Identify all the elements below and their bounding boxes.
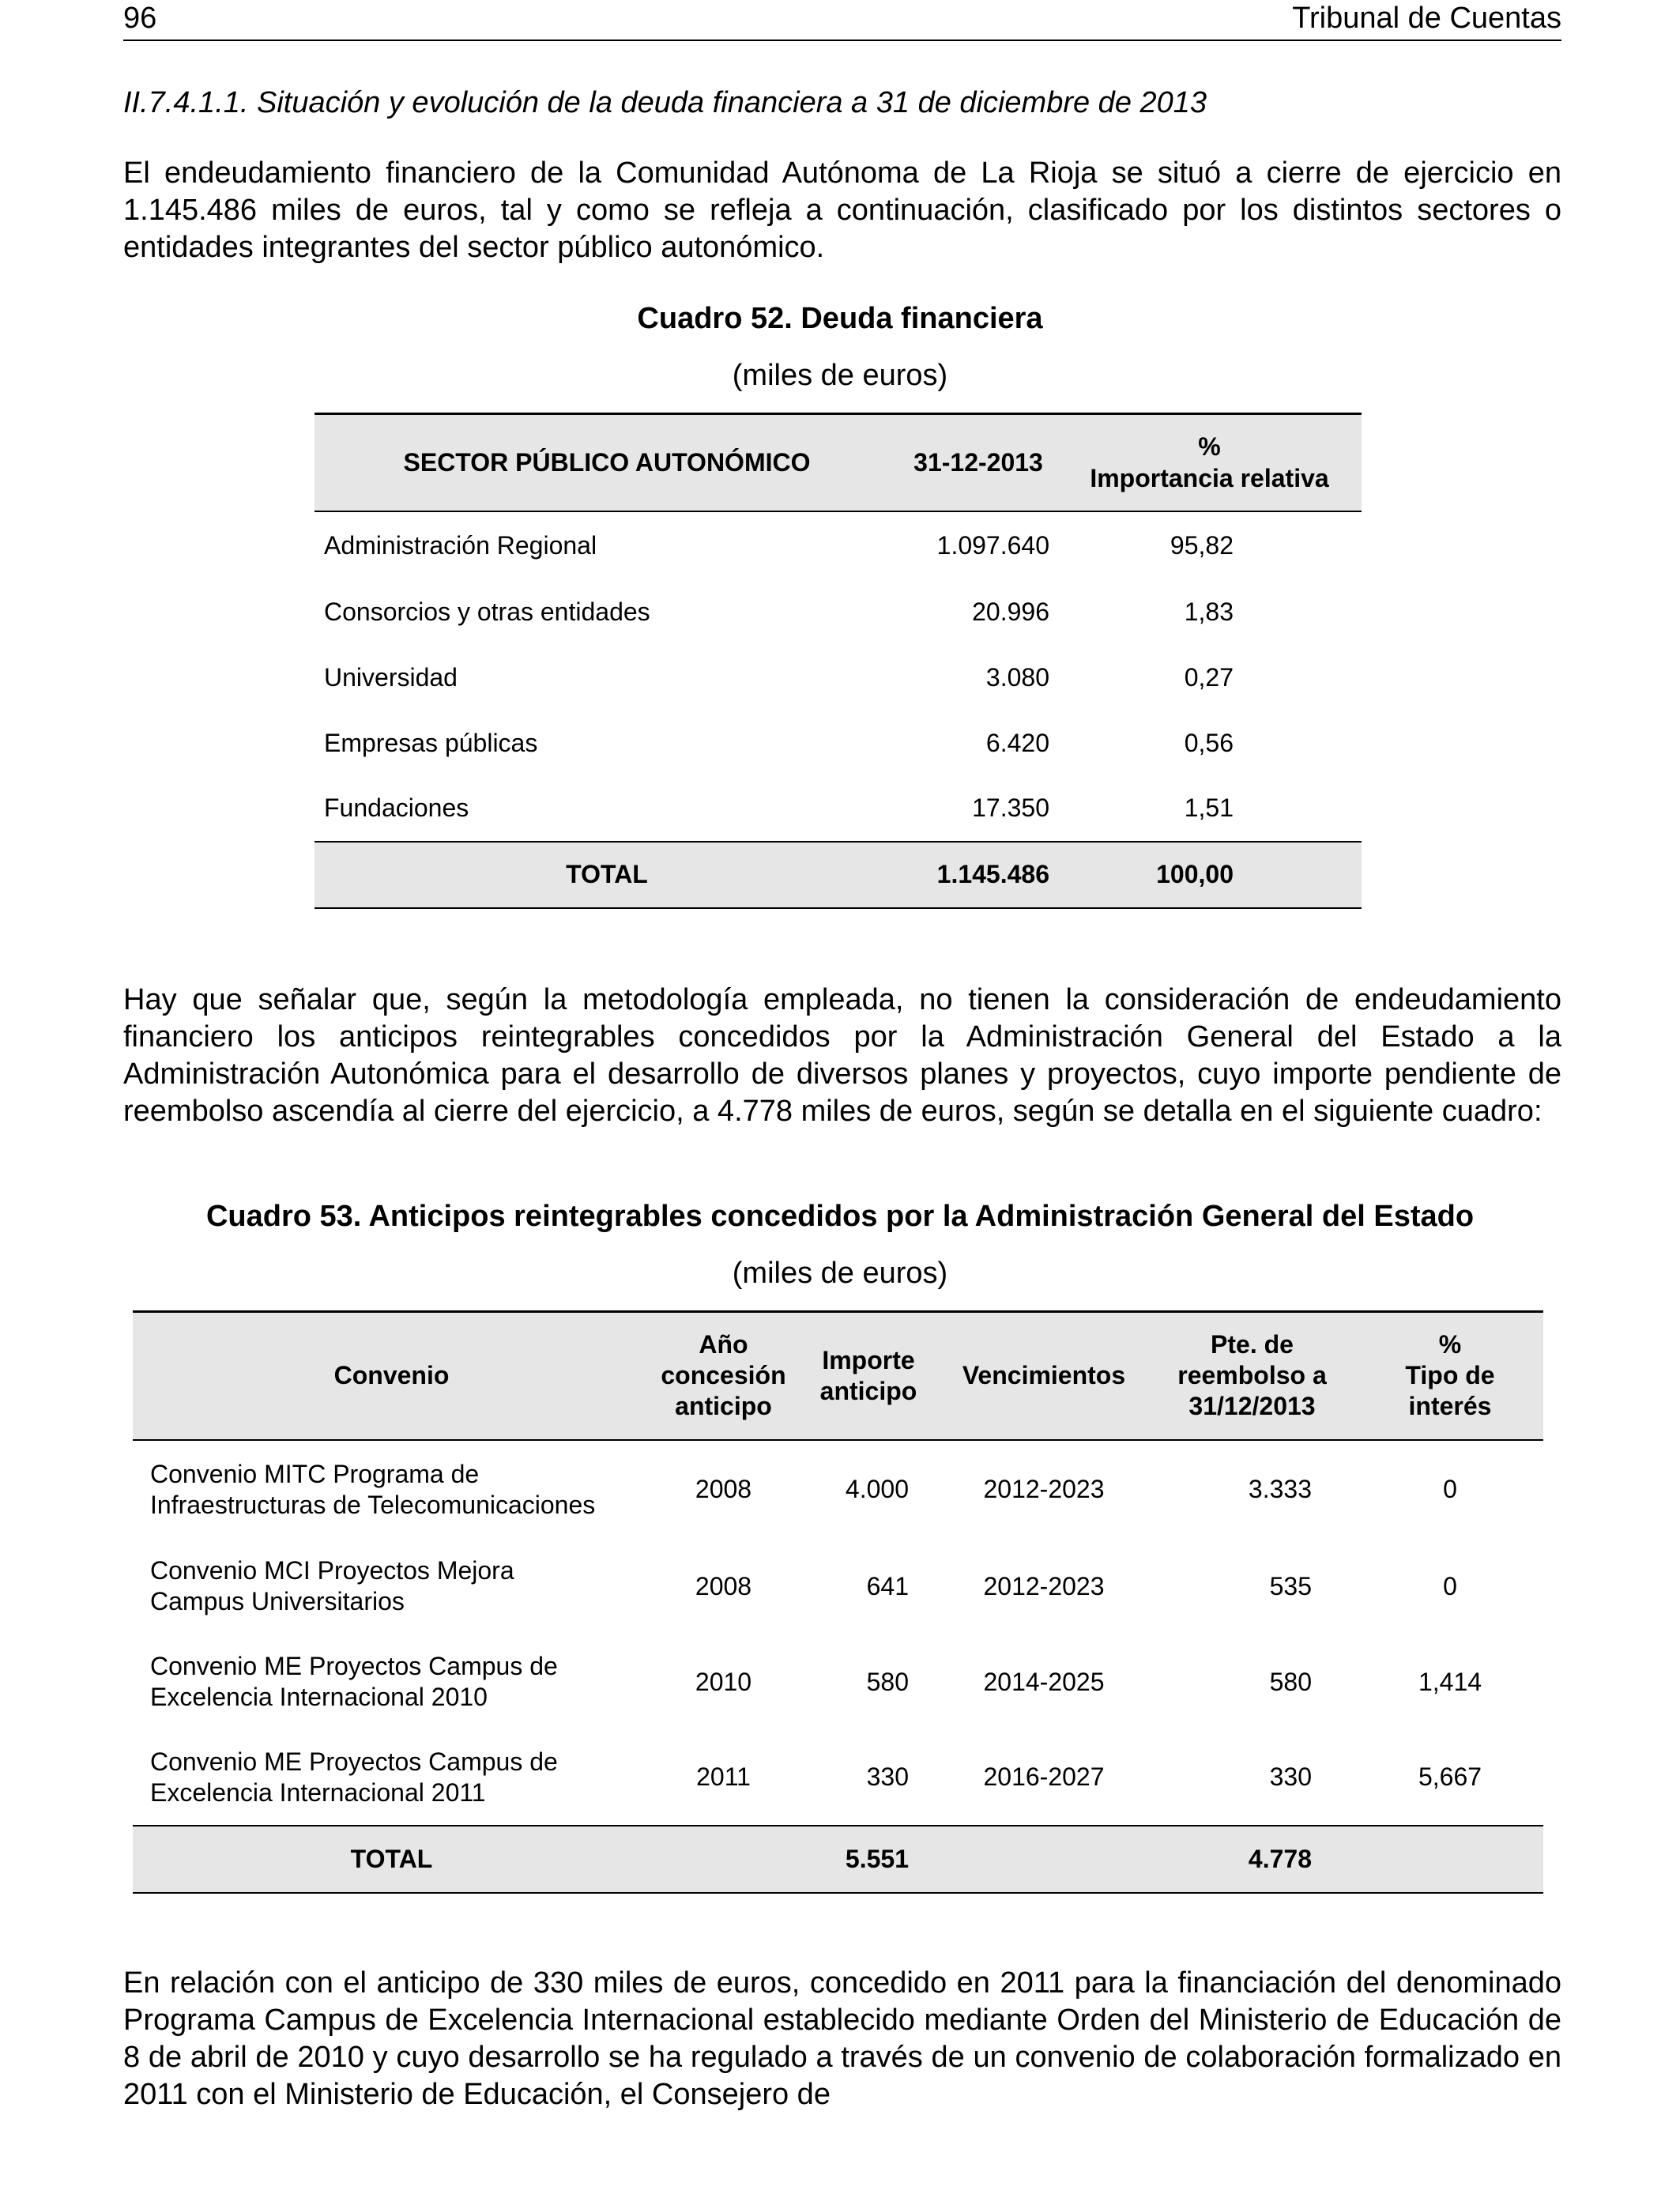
total-label: TOTAL (315, 842, 899, 908)
cell-pct: 1,83 (1184, 597, 1234, 626)
table-total-row (133, 1826, 1543, 1893)
cell-ano: 2010 (695, 1667, 752, 1696)
table-row (133, 1730, 1543, 1826)
cell-ano: 2011 (696, 1762, 751, 1791)
total-label: TOTAL (133, 1826, 650, 1893)
cell-ano: 2008 (695, 1475, 752, 1503)
table-row (133, 1440, 1543, 1539)
paragraph-campus: En relación con el anticipo de 330 miles de euros, concedido en 2011 para la financiación del denominado Programa Campus de Excelencia Internacional establecido mediante Orden del Ministerio de Educación de 8 de abril de 2010 y cuyo desarrollo se ha regulado a través de un convenio de colaboración formalizado en 2011 con el Ministerio de Educación, el Consejero de (123, 1966, 1561, 2111)
paragraph-anticipos: Hay que señalar que, según la metodología empleada, no tienen la consideración de endeudamiento financiero los anticipos reintegrables concedidos por la Administración General del Estado a la Administración Autonómica para el desarrollo de diversos planes y proyectos, cuyo importe pendiente de reembolso ascendía al cierre del ejercicio, a 4.778 miles de euros, según se detalla en el siguiente cuadro: (123, 983, 1561, 1128)
cell-convenio: Convenio MCI Proyectos Mejora Campus Universitarios (150, 1556, 514, 1615)
table-deuda-financiera (315, 413, 1362, 909)
header-importancia (1057, 414, 1362, 511)
table-row (315, 711, 1362, 776)
cell-pct: 0,27 (1184, 662, 1234, 692)
cell-importe: 641 (866, 1571, 909, 1600)
page-header (123, 2, 1561, 41)
table52-caption: Cuadro 52. Deuda financiera (637, 302, 1043, 335)
table-row (133, 1634, 1543, 1730)
cell-sector: Empresas públicas (324, 728, 538, 757)
total-value: 1.145.486 (899, 842, 1057, 908)
total-empty-venc (940, 1826, 1147, 1893)
table-row (315, 579, 1362, 645)
cell-convenio: Convenio ME Proyectos Campus de Excelencia Internacional 2011 (150, 1747, 558, 1807)
cell-value: 6.420 (985, 728, 1049, 757)
cell-vencimientos: 2012-2023 (983, 1571, 1105, 1600)
table52-units: (miles de euros) (732, 359, 948, 392)
cell-importe: 4.000 (845, 1475, 909, 1503)
header-date: 31-12-2013 (899, 414, 1057, 511)
header-vencimientos: Vencimientos (940, 1312, 1147, 1440)
table-row (315, 511, 1362, 579)
cell-value: 17.350 (972, 794, 1049, 822)
cell-pct: 95,82 (1170, 530, 1234, 560)
cell-pte: 3.333 (1248, 1475, 1312, 1503)
total-pte: 4.778 (1147, 1826, 1357, 1893)
cell-tipo: 0 (1443, 1571, 1457, 1600)
cell-value: 20.996 (972, 597, 1049, 626)
cell-pte: 580 (1269, 1667, 1312, 1696)
table-row (315, 776, 1362, 842)
total-empty-ano (650, 1826, 797, 1893)
cell-sector: Consorcios y otras entidades (324, 597, 650, 626)
page-number: 96 (123, 2, 157, 35)
cell-vencimientos: 2014-2025 (983, 1667, 1105, 1696)
table53-caption: Cuadro 53. Anticipos reintegrables concedidos por la Administración General del Estado (205, 1200, 1475, 1233)
section-title: II.7.4.1.1. Situación y evolución de la deuda financiera a 31 de diciembre de 2013 (123, 86, 1207, 119)
cell-importe: 580 (866, 1667, 909, 1696)
table53-units: (miles de euros) (732, 1257, 948, 1290)
cell-vencimientos: 2016-2027 (983, 1762, 1105, 1791)
total-pct: 100,00 (1057, 842, 1362, 908)
cell-sector: Fundaciones (324, 794, 469, 822)
table-header-row (133, 1312, 1543, 1440)
table-anticipos-reintegrables (133, 1310, 1543, 1894)
header-convenio: Convenio (133, 1312, 650, 1440)
cell-ano: 2008 (695, 1571, 752, 1600)
header-pct-symbol: % (1198, 432, 1221, 462)
cell-sector: Universidad (324, 662, 458, 692)
table-total-row (315, 842, 1362, 908)
cell-sector: Administración Regional (324, 530, 597, 560)
header-pte-reembolso: Pte. de reembolso a 31/12/2013 (1147, 1312, 1357, 1440)
cell-vencimientos: 2012-2023 (983, 1475, 1105, 1503)
cell-convenio: Convenio MITC Programa de Infraestructuras de Telecomunicaciones (150, 1459, 596, 1519)
cell-tipo: 5,667 (1418, 1762, 1482, 1791)
paragraph-intro: El endeudamiento financiero de la Comunidad Autónoma de La Rioja se situó a cierre de ejercicio en 1.145.486 miles de euros, tal y como se refleja a continuación, clasificado por los distintos sectores o entidades integrantes del sector público autonómico. (123, 156, 1561, 264)
table-row (133, 1539, 1543, 1634)
header-pct-label: Importancia relativa (1090, 464, 1329, 493)
cell-pct: 1,51 (1184, 794, 1234, 822)
cell-tipo: 0 (1443, 1475, 1457, 1503)
header-importe: Importe anticipo (797, 1312, 940, 1440)
running-title: Tribunal de Cuentas (1292, 2, 1561, 35)
header-ano: Año concesión anticipo (650, 1312, 797, 1440)
cell-pte: 535 (1269, 1571, 1312, 1600)
cell-convenio: Convenio ME Proyectos Campus de Excelencia Internacional 2010 (150, 1652, 558, 1711)
cell-tipo: 1,414 (1418, 1667, 1482, 1696)
header-sector: SECTOR PÚBLICO AUTONÓMICO (315, 414, 899, 511)
total-importe: 5.551 (797, 1826, 940, 1893)
table-row (315, 645, 1362, 711)
cell-pte: 330 (1269, 1762, 1312, 1791)
total-empty-tipo (1357, 1826, 1543, 1893)
cell-value: 3.080 (985, 662, 1049, 692)
table-header-row (315, 414, 1362, 511)
cell-value: 1.097.640 (936, 530, 1049, 560)
cell-pct: 0,56 (1184, 728, 1234, 757)
cell-importe: 330 (866, 1762, 909, 1791)
header-tipo-interes: % Tipo de interés (1357, 1312, 1543, 1440)
